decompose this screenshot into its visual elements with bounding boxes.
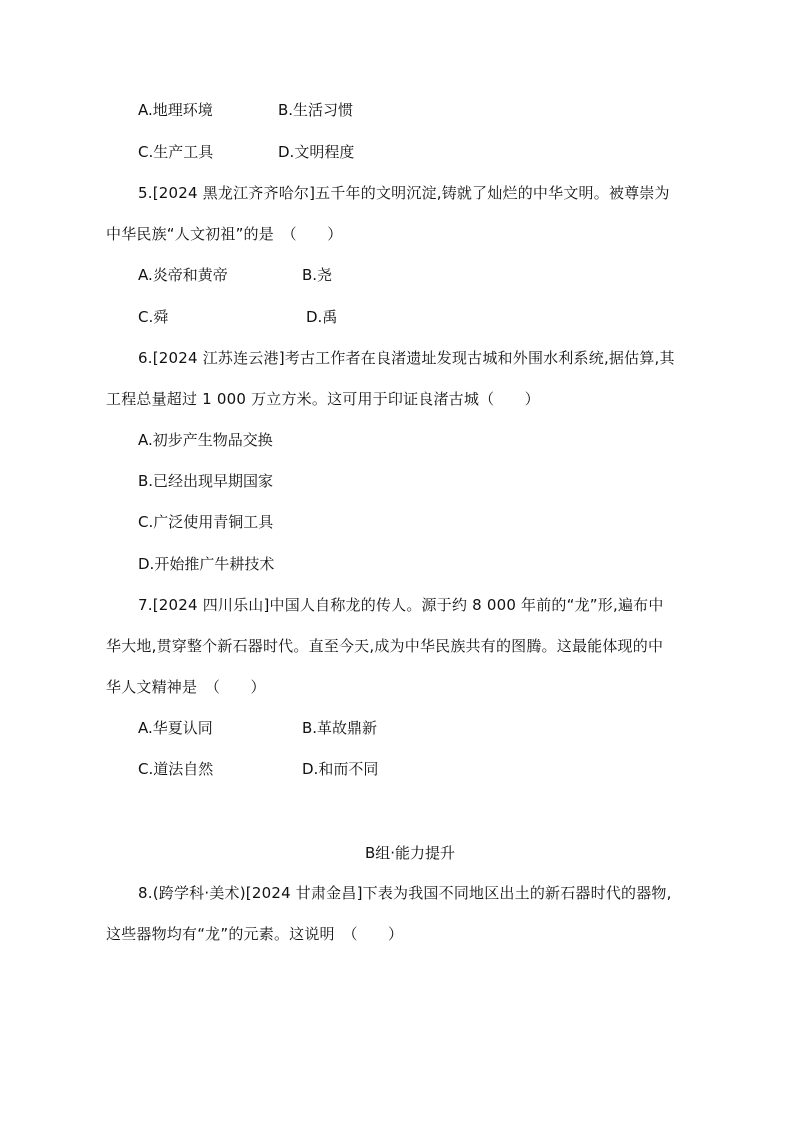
q7-stem-line-1: 7.[2024 四川乐山]中国人自称龙的传人。源于约 8 000 年前的“龙”形,遍布中: [138, 596, 664, 614]
q5-option-a: A.炎帝和黄帝: [138, 266, 228, 284]
q7-stem-line-2: 华大地,贯穿整个新石器时代。直至今天,成为中华民族共有的图腾。这最能体现的中: [106, 637, 664, 655]
q8-stem-line-2: 这些器物均有“龙”的元素。这说明 （ ）: [106, 925, 404, 943]
q4-option-a: A.地理环境: [138, 101, 213, 119]
q6-option-d: D.开始推广牛耕技术: [138, 555, 275, 573]
q4-option-b: B.生活习惯: [278, 101, 354, 119]
q7-stem-line-3: 华人文精神是 （ ）: [106, 678, 266, 696]
q6-option-c: C.广泛使用青铜工具: [138, 513, 274, 531]
q5-option-b: B.尧: [302, 266, 333, 284]
q6-option-b: B.已经出现早期国家: [138, 472, 274, 490]
q8-stem-line-1: 8.(跨学科·美术)[2024 甘肃金昌]下表为我国不同地区出土的新石器时代的器物,: [138, 884, 672, 902]
section-b-heading: B组·能力提升: [365, 844, 456, 862]
q7-option-d: D.和而不同: [302, 760, 379, 778]
q6-option-a: A.初步产生物品交换: [138, 431, 273, 449]
q5-stem-line-2: 中华民族“人文初祖”的是 （ ）: [106, 225, 343, 243]
q7-option-b: B.革故鼎新: [302, 719, 378, 737]
q4-option-c: C.生产工具: [138, 143, 214, 161]
q6-stem-line-1: 6.[2024 江苏连云港]考古工作者在良渚遗址发现古城和外围水利系统,据估算,其: [138, 349, 675, 367]
q5-option-c: C.舜: [138, 308, 169, 326]
q7-option-a: A.华夏认同: [138, 719, 213, 737]
q5-stem-line-1: 5.[2024 黑龙江齐齐哈尔]五千年的文明沉淀,铸就了灿烂的中华文明。被尊崇为: [138, 184, 670, 202]
q6-stem-line-2: 工程总量超过 1 000 万立方米。这可用于印证良渚古城（ ）: [106, 390, 540, 408]
q5-option-d: D.禹: [306, 308, 338, 326]
q7-option-c: C.道法自然: [138, 760, 214, 778]
q4-option-d: D.文明程度: [278, 143, 355, 161]
